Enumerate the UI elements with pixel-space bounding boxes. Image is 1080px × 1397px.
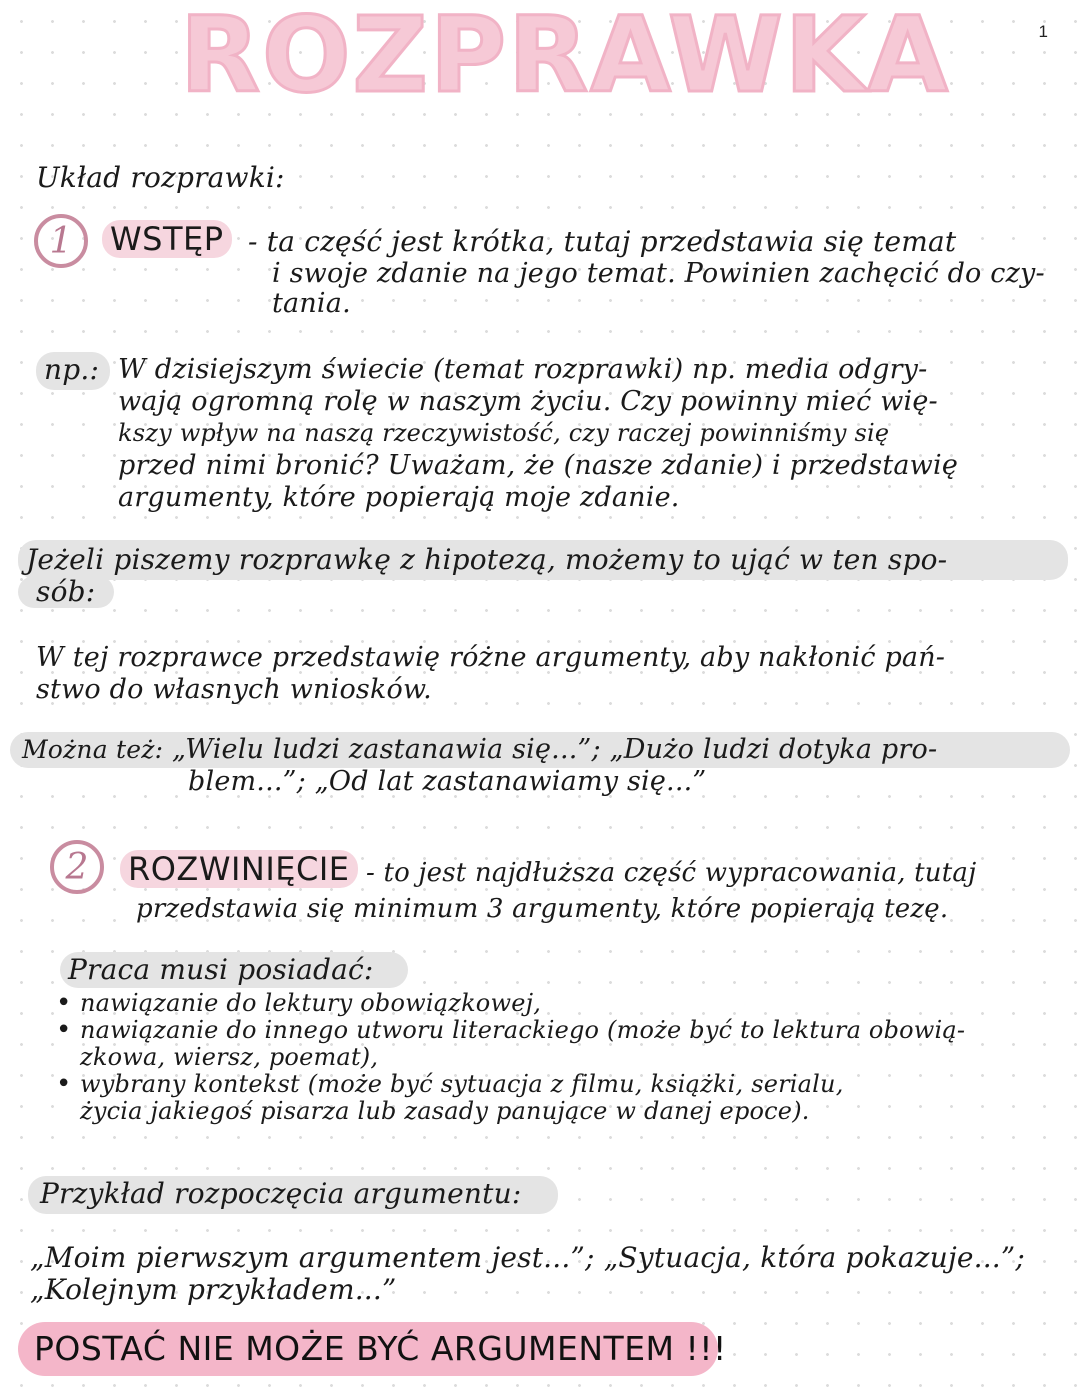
- layout-heading: Układ rozprawki:: [36, 161, 285, 194]
- section-number: 1: [49, 220, 73, 262]
- hypothesis-line: sób:: [36, 575, 96, 608]
- list-item: • nawiązanie do lektury obowiązkowej,: [54, 990, 1074, 1017]
- requirements-list: [54, 990, 1074, 1125]
- body-text-line: - to jest najdłuższa część wypracowania, tutaj: [366, 858, 977, 888]
- alternatives-label: Można też:: [22, 735, 164, 764]
- intro-text-line: tania.: [272, 288, 351, 319]
- example-text-line: kszy wpływ na naszą rzeczywistość, czy raczej powinniśmy się: [118, 419, 890, 447]
- hypothesis-quote-line: W tej rozprawce przedstawię różne argumenty, aby nakłonić pań-: [36, 642, 946, 673]
- list-item: życia jakiegoś pisarza lub zasady panujące w danej epoce).: [80, 1097, 810, 1125]
- list-item: • nawiązanie do innego utworu literackiego (może być to lektura obowią-: [54, 1017, 1074, 1044]
- argument-example-line: „Moim pierwszym argumentem jest...”; „Sytuacja, która pokazuje...”;: [30, 1241, 1026, 1274]
- list-item: zkowa, wiersz, poemat),: [80, 1043, 379, 1071]
- list-item: • wybrany kontekst (może być sytuacja z filmu, książki, serialu,: [54, 1071, 1074, 1098]
- section-heading-body: ROZWINIĘCIE: [120, 850, 358, 888]
- argument-heading: Przykład rozpoczęcia argumentu:: [40, 1177, 522, 1210]
- section-number-circle: [50, 840, 104, 894]
- argument-example-line: „Kolejnym przykładem...”: [30, 1273, 397, 1306]
- hypothesis-line: Jeżeli piszemy rozprawkę z hipotezą, możemy to ująć w ten spo-: [26, 543, 948, 576]
- section-heading-intro: WSTĘP: [102, 220, 232, 258]
- intro-text-line: - ta część jest krótka, tutaj przedstawia się temat: [248, 225, 957, 258]
- example-text-line: wają ogromną rolę w naszym życiu. Czy powinny mieć wię-: [118, 386, 938, 417]
- alternatives-line: blem...”; „Od lat zastanawiamy się...”: [188, 766, 707, 797]
- section-number: 2: [65, 846, 89, 888]
- intro-text-line: i swoje zdanie na jego temat. Powinien zachęcić do czy-: [272, 258, 1045, 289]
- page-number: 1: [1038, 22, 1048, 41]
- requirements-heading: Praca musi posiadać:: [68, 953, 374, 986]
- alternatives-line: „Wielu ludzi zastanawia się...”; „Dużo ludzi dotyka pro-: [172, 734, 938, 765]
- warning-text: POSTAĆ NIE MOŻE BYĆ ARGUMENTEM !!!: [34, 1329, 727, 1368]
- example-label: np.:: [44, 353, 100, 386]
- page-title: ROZPRAWKA: [180, 0, 950, 116]
- body-text-line: przedstawia się minimum 3 argumenty, które popierają tezę.: [136, 894, 949, 924]
- example-text-line: argumenty, które popierają moje zdanie.: [118, 482, 680, 513]
- example-text-line: W dzisiejszym świecie (temat rozprawki) np. media odgry-: [118, 354, 928, 385]
- hypothesis-quote-line: stwo do własnych wniosków.: [36, 674, 432, 705]
- example-text-line: przed nimi bronić? Uważam, że (nasze zdanie) i przedstawię: [118, 450, 959, 481]
- section-number-circle: [34, 214, 88, 268]
